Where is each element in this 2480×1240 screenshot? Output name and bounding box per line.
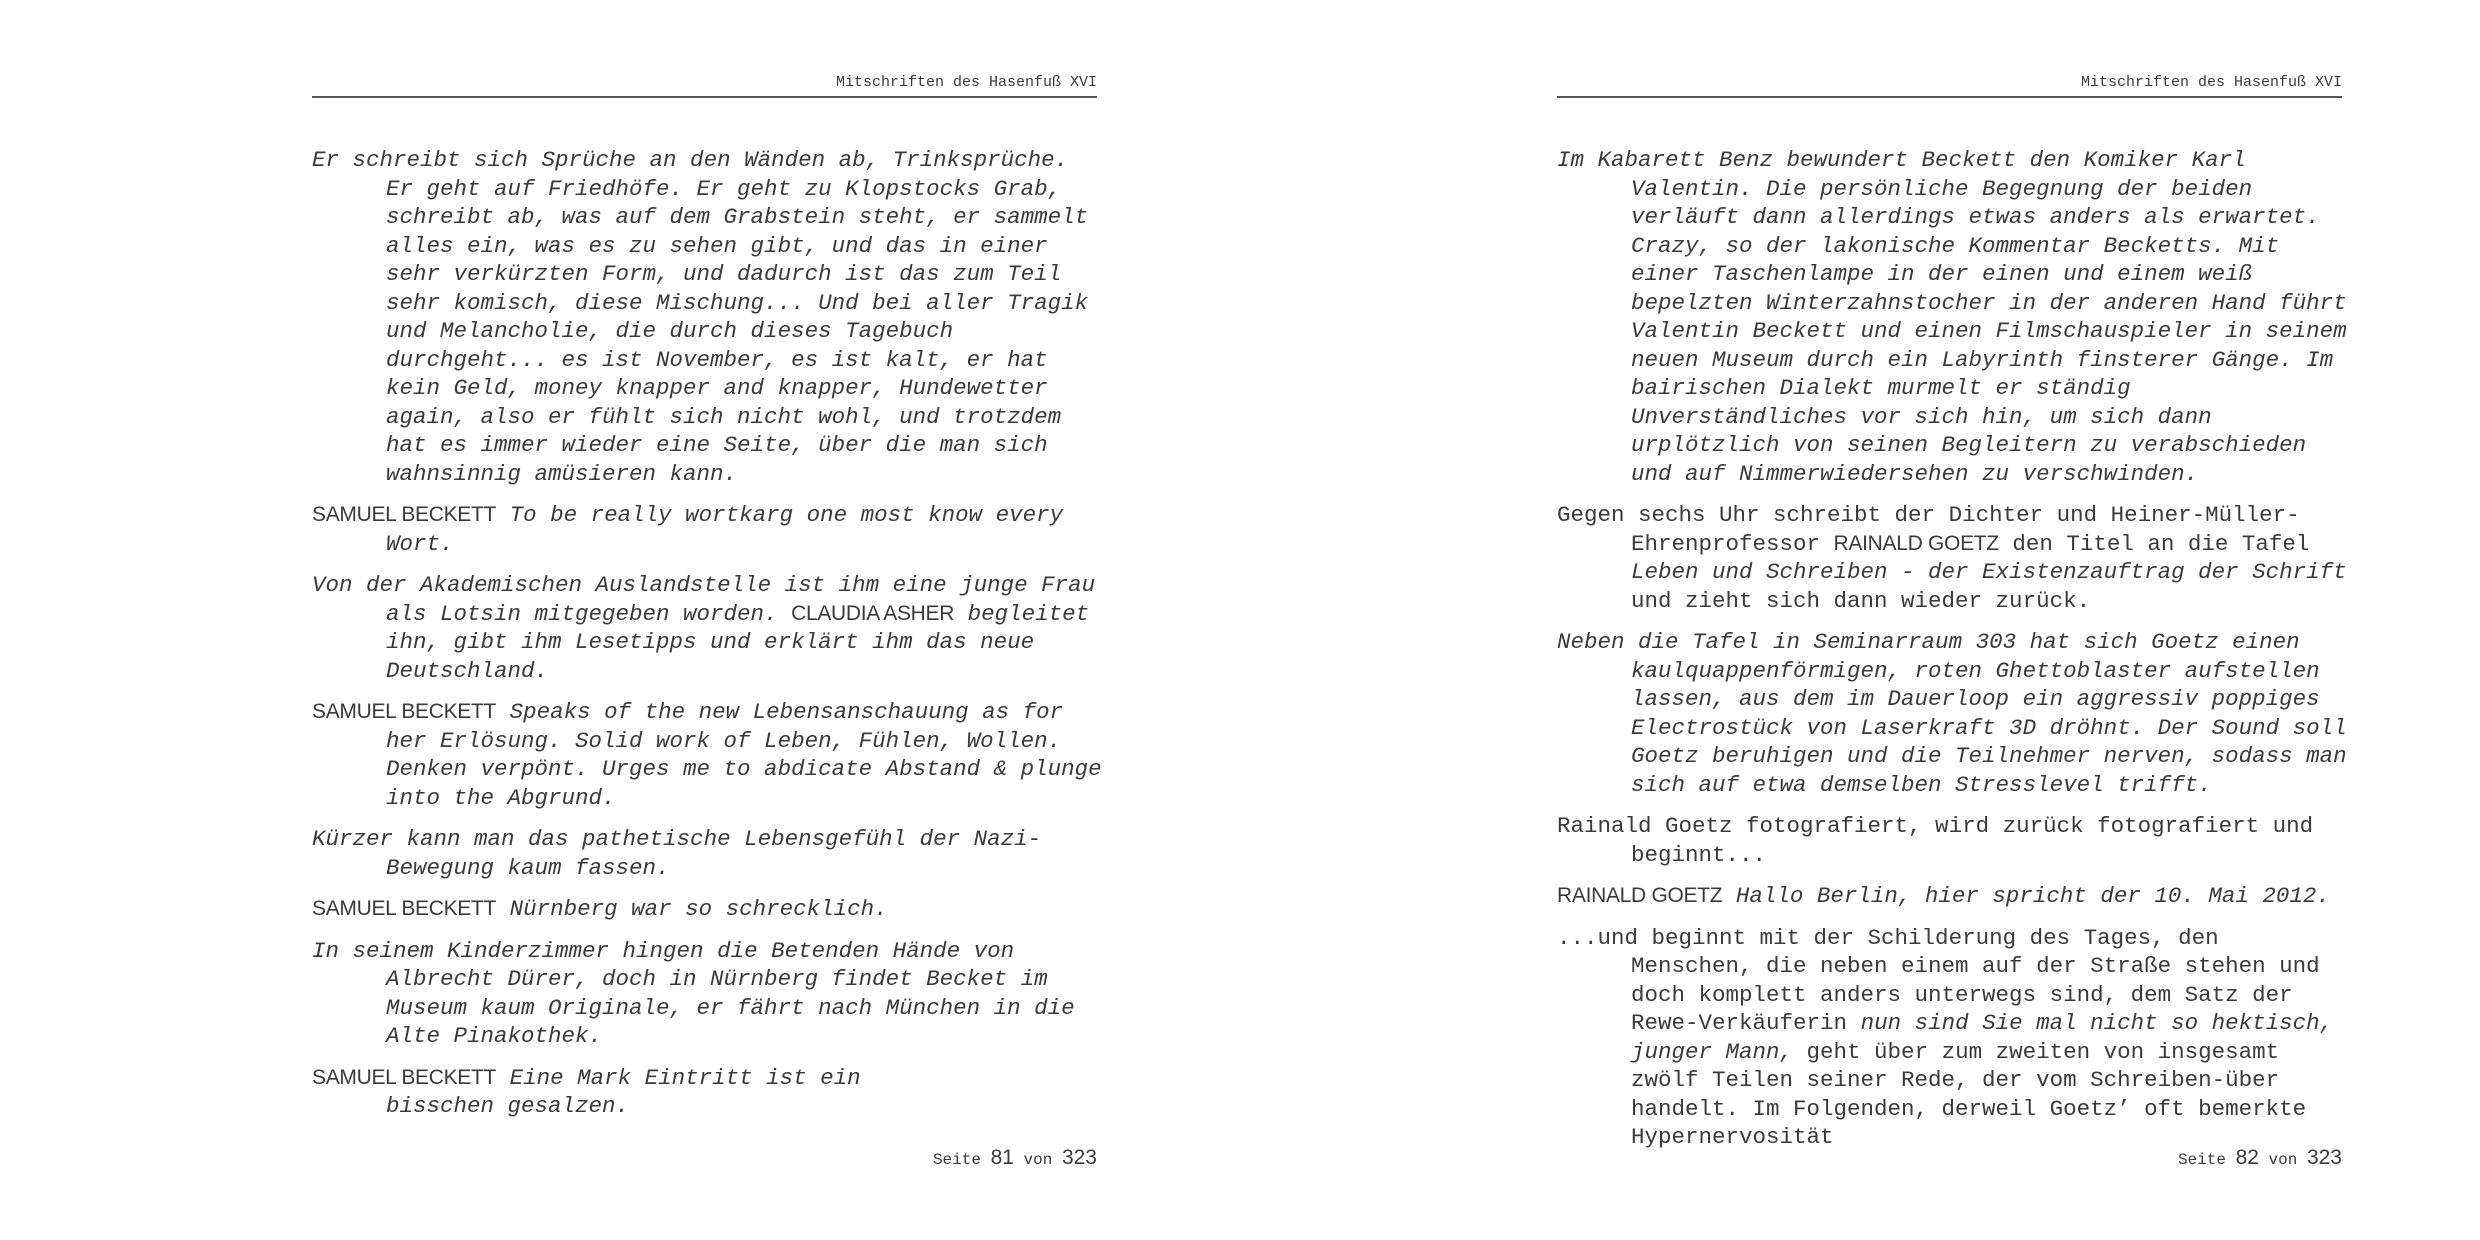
paragraph-text: Von der Akademischen Auslandstelle ist ihm eine junge Frau als Lotsin mitgegeben worden. <box>312 572 1096 627</box>
paragraph-text: Neben die Tafel in Seminarraum 303 hat sich Goetz einen kaulquappenförmigen, roten Ghettoblaster aufstellen lassen, aus dem im Dauerloop ein aggressiv poppiges Electrostück von Laserkraft 3D dröhnt. Der Sound soll Goetz beruhigen und die Teilnehmer nerven, sodass man sich auf etwa demselben Stresslevel trifft. <box>1557 629 2347 798</box>
quote-text: Speaks of the new Lebensanschauung as for her Erlösung. Solid work of Leben, Fühlen, Wollen. Denken verpönt. Urges me to abdicate Abstand & plunge into the Abgrund. <box>386 699 1102 811</box>
paragraph <box>1557 924 2347 1152</box>
paragraph-text: den Titel an die Tafel <box>2012 530 2310 557</box>
quote-paragraph <box>312 501 1102 558</box>
speaker-name: RAINALD GOETZ <box>1557 884 1723 907</box>
quote-text: Eine Mark Eintritt ist ein bisschen gesalzen. <box>386 1064 861 1119</box>
paragraph-text: Kürzer kann man das pathetische Lebensgefühl der Nazi-Bewegung kaum fassen. <box>312 826 1042 881</box>
paragraph-text: geht über zum zweiten von insgesamt zwölf Teilen seiner Rede, der vom Schreiben-über handelt. Im Folgenden, derweil Goetz’ oft bemerkte Hypernervosität <box>1631 1038 2307 1150</box>
speaker-name: SAMUEL BECKETT <box>312 897 497 920</box>
page-footer <box>312 1146 1097 1170</box>
speaker-name: SAMUEL BECKETT <box>312 503 497 526</box>
paragraph <box>1557 146 2347 488</box>
paragraph-text: Gegen sechs Uhr schreibt der Dichter und Heiner-Müller-Ehrenprofessor <box>1557 502 2300 557</box>
paragraph-text: und zieht sich dann wieder zurück. <box>1631 587 2091 614</box>
person-name: CLAUDIA ASHER <box>791 601 955 625</box>
paragraph <box>312 571 1102 685</box>
page-total: 323 <box>2306 1146 2342 1169</box>
lecture-title: Leben und Schreiben - der Existenzauftrag der Schrift <box>1631 559 2347 585</box>
paragraph <box>312 937 1102 1051</box>
running-head: Mitschriften des Hasenfuß XVI <box>2080 74 2342 91</box>
paragraph-text: begleitet ihn, gibt ihm Lesetipps und erklärt ihm das neue Deutschland. <box>386 600 1090 684</box>
quote-paragraph <box>312 698 1102 812</box>
paragraph <box>1557 812 2347 869</box>
person-name: RAINALD GOETZ <box>1833 531 1999 555</box>
quote-paragraph <box>312 1064 1102 1121</box>
paragraph <box>1557 501 2347 615</box>
paragraph <box>312 146 1102 488</box>
paragraph-text: Rainald Goetz fotografiert, wird zurück fotografiert und beginnt... <box>1557 813 2314 868</box>
inline-quote: nun sind Sie mal nicht so hektisch, junger Mann, <box>1631 1010 2334 1065</box>
quote-paragraph <box>1557 882 2347 911</box>
page-body <box>1557 146 2347 1165</box>
right-page <box>1557 0 2347 1240</box>
paragraph-text: ...und beginnt mit der Schilderung des Tages, den Menschen, die neben einem auf der Straße stehen und doch komplett anders unterwegs sind, dem Satz der Rewe-Verkäuferin <box>1557 924 2320 1036</box>
footer-prefix: Seite <box>2177 1151 2226 1169</box>
paragraph-text: In seinem Kinderzimmer hingen die Betenden Hände von Albrecht Dürer, doch in Nürnberg findet Becket im Museum kaum Originale, er fährt nach München in die Alte Pinakothek. <box>312 937 1075 1049</box>
header-rule <box>1557 96 2342 98</box>
page-total: 323 <box>1061 1146 1097 1169</box>
speaker-name: SAMUEL BECKETT <box>312 1065 497 1089</box>
speaker-name: SAMUEL BECKETT <box>312 700 497 723</box>
left-page <box>312 0 1102 1240</box>
page-number: 82 <box>2235 1146 2259 1169</box>
quote-text: Hallo Berlin, hier spricht der 10. Mai 2012. <box>1735 883 2330 909</box>
quote-paragraph <box>312 895 1102 924</box>
header-rule <box>312 96 1097 98</box>
footer-prefix: Seite <box>932 1151 981 1169</box>
paragraph-text: Im Kabarett Benz bewundert Beckett den Komiker Karl Valentin. Die persönliche Begegnung der beiden verläuft dann allerdings etwas anders als erwartet. Crazy, so der lakonische Kommentar Becketts. Mit einer Taschenlampe in der einen und einem weiß bepelzten Winterzahnstocher in der anderen Hand führt Valentin Beckett und einen Filmschauspieler in seinem neuen Museum durch ein Labyrinth finsterer Gänge. Im bairischen Dialekt murmelt er ständig Unverständliches vor sich hin, um sich dann urplötzlich von seinen Begleitern zu verabschieden und auf Nimmerwiedersehen zu verschwinden. <box>1557 147 2347 487</box>
paragraph <box>312 825 1102 882</box>
page-number: 81 <box>990 1146 1014 1169</box>
quote-text: To be really wortkarg one most know every Wort. <box>386 502 1064 557</box>
paragraph-text: Er schreibt sich Sprüche an den Wänden ab, Trinksprüche. Er geht auf Friedhöfe. Er geht zu Klopstocks Grab, schreibt ab, was auf dem Grabstein steht, er sammelt alles ein, was es zu sehen gibt, und das in einer sehr verkürzten Form, und dadurch ist das zum Teil sehr komisch, diese Mischung... Und bei aller Tragik und Melancholie, die durch dieses Tagebuch durchgeht... es ist November, es ist kalt, er hat kein Geld, money knapper and knapper, Hundewetter again, also er fühlt sich nicht wohl, und trotzdem hat es immer wieder eine Seite, über die man sich wahnsinnig amüsieren kann. <box>312 147 1089 487</box>
footer-of: von <box>1023 1151 1053 1169</box>
page-body <box>312 146 1102 1134</box>
footer-of: von <box>2268 1151 2298 1169</box>
quote-text: Nürnberg war so schrecklich. <box>509 896 888 922</box>
paragraph <box>1557 628 2347 799</box>
page-footer <box>1557 1146 2342 1170</box>
running-head: Mitschriften des Hasenfuß XVI <box>835 74 1097 91</box>
